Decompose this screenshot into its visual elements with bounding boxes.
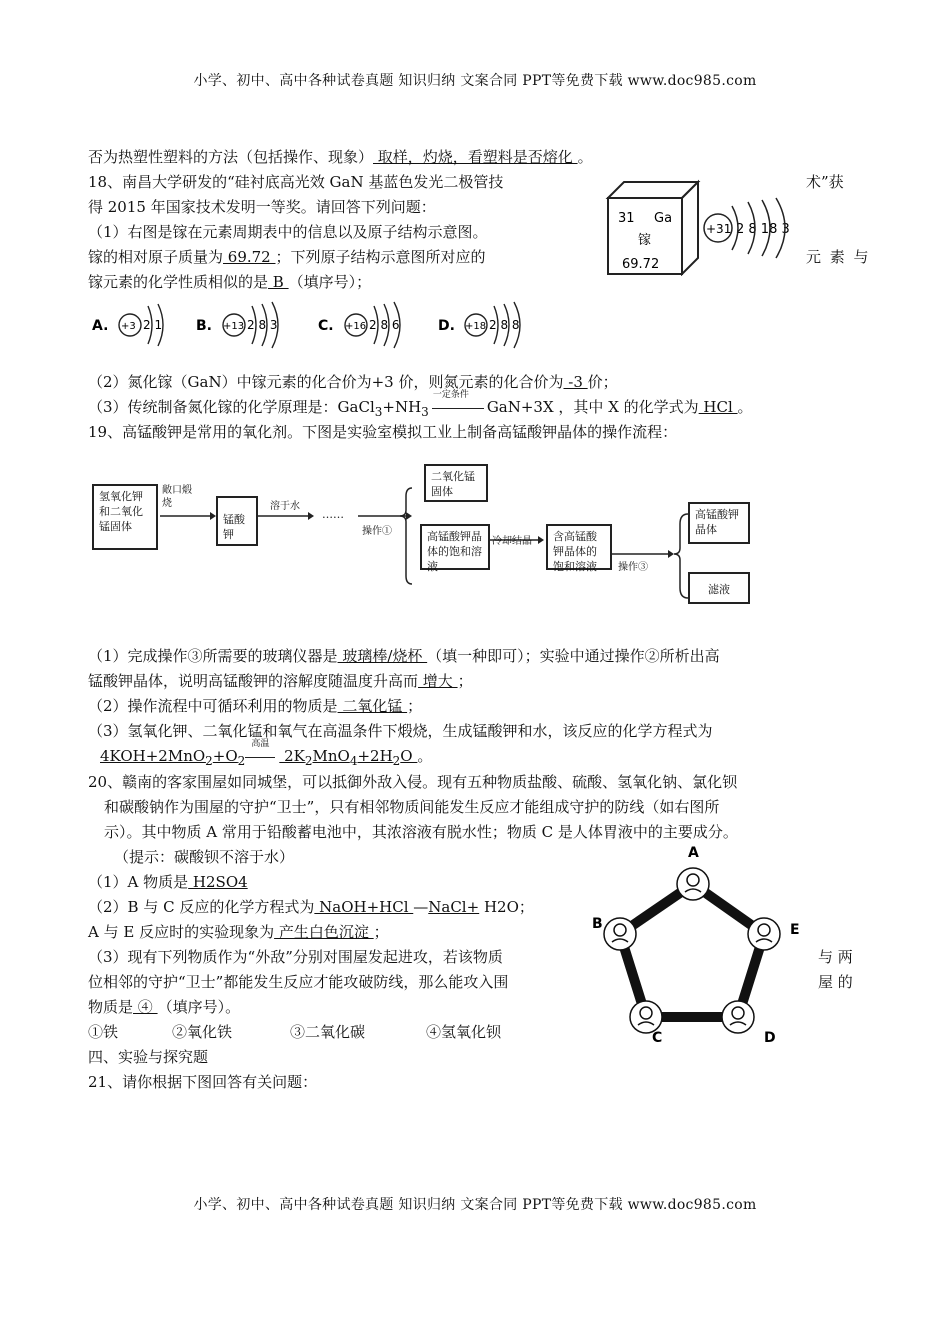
- page-footer: 小学、初中、高中各种试卷真题 知识归纳 文案合同 PPT等免费下载 www.doc985.com: [193, 1197, 757, 1213]
- q18-p3-answer: HCl: [698, 398, 738, 416]
- flow-out-bottom: 滤液: [688, 572, 750, 604]
- q18-line4: 镓的相对原子质量为 69.72 ；下列原子结构示意图所对应的: [88, 248, 486, 266]
- q19-part3: （3）氢氧化钾、二氧化锰和氧气在高温条件下煅烧，生成锰酸钾和水，该反应的化学方程式为: [88, 722, 713, 740]
- q20-part2: （2）B 与 C 反应的化学方程式为 NaOH+HCl —NaCl+ H2O；: [88, 898, 534, 916]
- q18-line3: （1）右图是镓在元素周期表中的信息以及原子结构示意图。: [88, 223, 488, 241]
- q20-part3: （3）现有下列物质作为“外敌”分别对围屋发起进攻，若该物质: [88, 948, 503, 966]
- q20-p3-answer: ④: [133, 998, 158, 1016]
- q20-line1: 20、赣南的客家围屋如同城堡，可以抵御外敌入侵。现有五种物质盐酸、硫酸、氢氧化钠、氯化钡: [88, 773, 738, 791]
- section-four-title: 四、实验与探究题: [88, 1048, 209, 1066]
- q18-choice-answer: B: [268, 273, 289, 291]
- flow-arrow3-label: 冷却结晶: [492, 536, 532, 547]
- flow-branch-top: 二氧化锰固体: [424, 464, 488, 502]
- q20-part3-end: 与 两: [818, 948, 853, 966]
- svg-text:D.: D.: [438, 318, 455, 334]
- q19-equation: $4KOH+2MnO_2+O_2$ 高温 $2K_2MnO_4+2H_2O$ 。: [100, 739, 433, 768]
- flow-branch-bottom: 高锰酸钾晶体的饱和溶液: [420, 524, 490, 570]
- ga-symbol: Ga: [654, 211, 673, 226]
- q18-line2: 得 2015 年国家技术发明一等奖。请回答下列问题：: [88, 198, 436, 216]
- q19-p2-answer: 二氧化锰: [337, 697, 408, 715]
- q18-line1-end: 术”获: [806, 173, 844, 191]
- q19-p1-answer2: 增大: [418, 672, 458, 690]
- q20-part3-cont: 位相邻的守护“卫士”都能发生反应才能攻破防线，那么能攻入围: [88, 973, 509, 991]
- q20-part3-answer-line: 物质是 ④ （填序号）。: [88, 998, 241, 1016]
- q20-p2-answer: NaOH+HCl: [314, 898, 414, 916]
- svg-text:C.: C.: [318, 318, 334, 334]
- option-a: [92, 304, 163, 346]
- label-a: A: [688, 845, 699, 861]
- label-b: B: [592, 916, 603, 932]
- svg-text:2 8 3: 2 8 3: [247, 318, 278, 332]
- q20-part3-cont-end: 屋 的: [818, 973, 853, 991]
- flow-arrow2-label: 溶于水: [270, 501, 300, 512]
- label-c: C: [652, 1030, 663, 1046]
- flow-out-top: 高锰酸钾晶体: [688, 502, 750, 544]
- ga-name: 镓: [638, 233, 652, 248]
- flow-mid2: 含高锰酸钾晶体的饱和溶液: [546, 524, 612, 570]
- label-d: D: [764, 1030, 776, 1046]
- q19-line1: 19、高锰酸钾是常用的氧化剂。下图是实验室模拟工业上制备高锰酸钾晶体的操作流程：: [88, 423, 678, 441]
- atom-options: [92, 294, 552, 358]
- q20-p2-answer3: 产生白色沉淀: [274, 923, 374, 941]
- option-b: [196, 302, 278, 348]
- ga-shells: 2 8 18 3: [736, 222, 790, 237]
- flow-dots: ……: [322, 508, 344, 521]
- svg-text:+13: +13: [223, 321, 245, 332]
- q19-part1-cont: 锰酸钾晶体，说明高锰酸钾的溶解度随温度升高而 增大 ；: [88, 672, 473, 690]
- guard-pentagon: [588, 842, 806, 1048]
- gallium-figure: [604, 176, 804, 276]
- svg-text:B.: B.: [196, 318, 212, 334]
- q18-line1: 18、南昌大学研发的“硅衬底高光效 GaN 基蓝色发光二极管技: [88, 173, 504, 191]
- page-header: 小学、初中、高中各种试卷真题 知识归纳 文案合同 PPT等免费下载 www.doc985.com: [193, 73, 757, 89]
- flow-start: 氢氧化钾和二氧化锰固体: [92, 484, 158, 550]
- ga-nucleus: +31: [706, 222, 732, 236]
- q18-part3: （3）传统制备氮化镓的化学原理是：$GaCl_3+NH_3$ 一定条件 GaN+3X ，其中 X 的化学式为 HCl 。: [88, 390, 753, 419]
- flow-mid1: 锰酸钾: [216, 496, 258, 546]
- svg-text:2 8 6: 2 8 6: [369, 318, 400, 332]
- option-c: [318, 302, 400, 348]
- q19-part2: （2）操作流程中可循环利用的物质是 二氧化锰 ；: [88, 697, 423, 715]
- svg-text:2 8 8: 2 8 8: [489, 318, 520, 332]
- svg-text:+16: +16: [345, 321, 367, 332]
- flow-op1: 操作①: [362, 526, 392, 537]
- q20-line4: （提示：碳酸钡不溶于水）: [114, 848, 295, 866]
- svg-text:A.: A.: [92, 318, 109, 334]
- q19-part1: （1）完成操作③所需要的玻璃仪器是 玻璃棒/烧杯 （填一种即可）；实验中通过操作②所析出高: [88, 647, 720, 665]
- ga-mass: 69.72: [622, 257, 660, 272]
- q18-p2-answer: -3: [563, 373, 588, 391]
- svg-text:+18: +18: [465, 321, 487, 332]
- q18-part2: （2）氮化镓（GaN）中镓元素的化合价为+3 价，则氮元素的化合价为 -3 价；: [88, 373, 618, 391]
- q20-p1-answer: H2SO4: [188, 873, 248, 891]
- q18-line5: 镓元素的化学性质相似的是 B （填序号）；: [88, 273, 372, 291]
- q20-line2: 和碳酸钠作为围屋的守护“卫士”，只有相邻物质间能发生反应才能组成守护的防线（如右图所: [104, 798, 720, 816]
- q18-mass-answer: 69.72: [223, 248, 276, 266]
- flow-arrow1-label: 敞口煅烧: [162, 485, 192, 509]
- ga-number: 31: [618, 211, 635, 226]
- label-e: E: [790, 922, 800, 938]
- svg-text:+3: +3: [121, 321, 136, 332]
- q21-line: 21、请你根据下图回答有关问题：: [88, 1073, 318, 1091]
- q19-p1-answer: 玻璃棒/烧杯: [337, 647, 428, 665]
- svg-text:2 1: 2 1: [143, 318, 163, 332]
- q17-answer: 取样，灼烧，看塑料是否熔化: [373, 148, 578, 166]
- q20-part2-cont: A 与 E 反应时的实验现象为 产生白色沉淀 ；: [88, 923, 389, 941]
- option-d: [438, 302, 520, 348]
- flow-op3: 操作③: [618, 562, 648, 573]
- q20-options: ①铁 ②氧化铁 ③二氧化碳 ④氢氧化钡: [88, 1023, 502, 1041]
- q18-line4-end: 元 素 与: [806, 248, 871, 266]
- q17-line: 否为热塑性塑料的方法（包括操作、现象） 取样，灼烧，看塑料是否熔化 。: [88, 148, 593, 166]
- q20-line3: 示）。其中物质 A 常用于铅酸蓄电池中，其浓溶液有脱水性；物质 C 是人体胃液中的主要成分。: [104, 823, 738, 841]
- q20-part1: （1）A 物质是 H2SO4: [88, 873, 248, 891]
